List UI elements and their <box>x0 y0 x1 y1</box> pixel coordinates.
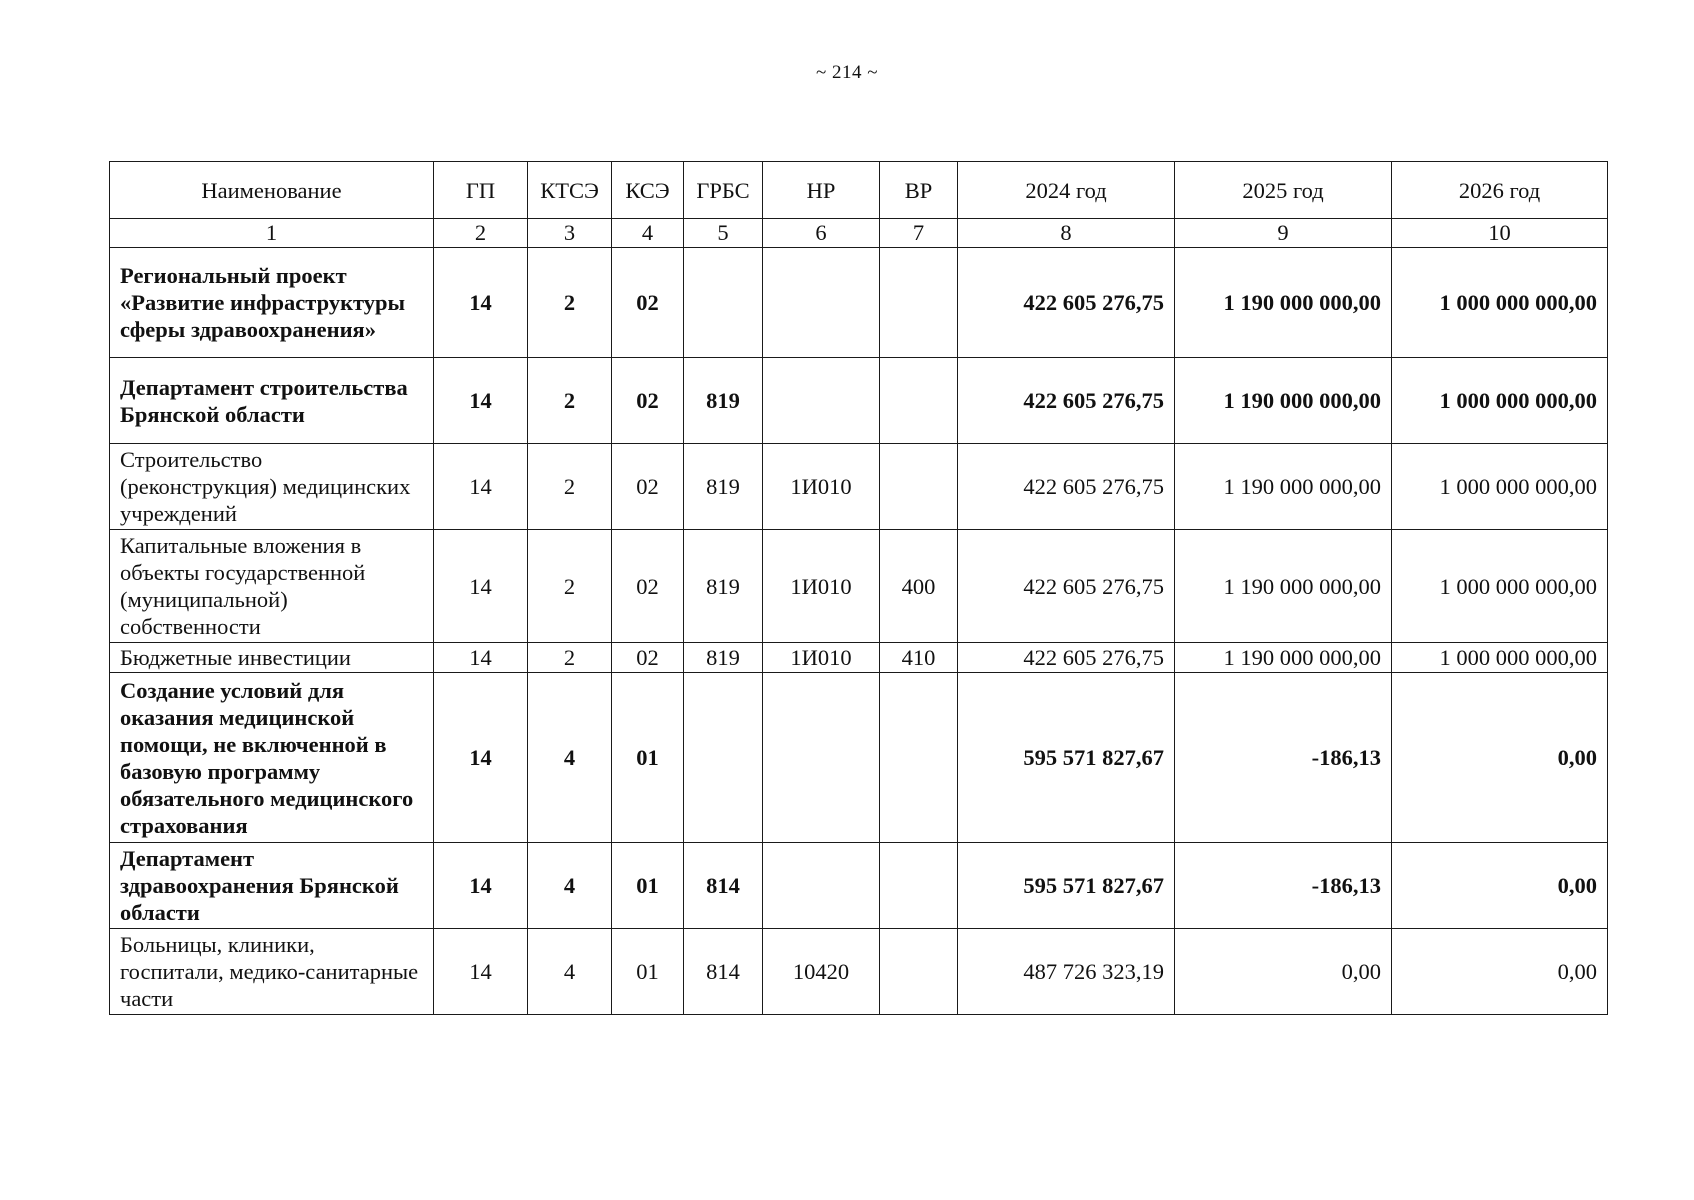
cell-2024: 595 571 827,67 <box>958 843 1175 929</box>
cell-ktse: 2 <box>528 643 612 673</box>
cell-gp: 14 <box>434 929 528 1015</box>
cell-kse: 02 <box>612 530 684 643</box>
row-name: Больницы, клиники, госпитали, медико-санитарные части <box>110 929 434 1015</box>
table-row <box>110 358 1608 444</box>
cell-nr <box>763 248 880 358</box>
page-number: ~ 214 ~ <box>815 62 879 83</box>
cell-gp: 14 <box>434 843 528 929</box>
cell-2026: 1 000 000 000,00 <box>1392 530 1608 643</box>
cell-vr <box>880 248 958 358</box>
table-header-row <box>110 162 1608 219</box>
cell-vr <box>880 358 958 444</box>
cell-2026: 0,00 <box>1392 673 1608 843</box>
cell-grbs <box>684 248 763 358</box>
cell-nr: 10420 <box>763 929 880 1015</box>
cell-2025: 1 190 000 000,00 <box>1175 444 1392 530</box>
header-vr: ВР <box>880 162 958 219</box>
cell-grbs <box>684 673 763 843</box>
row-name: Департамент здравоохранения Брянской области <box>110 843 434 929</box>
cell-nr: 1И010 <box>763 444 880 530</box>
cell-gp: 14 <box>434 643 528 673</box>
budget-table <box>109 161 1608 1015</box>
cell-ktse: 4 <box>528 843 612 929</box>
table-row <box>110 530 1608 643</box>
column-number: 6 <box>763 219 880 248</box>
column-number: 3 <box>528 219 612 248</box>
cell-gp: 14 <box>434 530 528 643</box>
cell-2024: 422 605 276,75 <box>958 444 1175 530</box>
cell-2024: 422 605 276,75 <box>958 248 1175 358</box>
cell-grbs: 819 <box>684 643 763 673</box>
cell-grbs: 819 <box>684 358 763 444</box>
cell-vr: 410 <box>880 643 958 673</box>
cell-2025: 1 190 000 000,00 <box>1175 643 1392 673</box>
row-name: Региональный проект «Развитие инфраструктуры сферы здравоохранения» <box>110 248 434 358</box>
table-row <box>110 444 1608 530</box>
header-grbs: ГРБС <box>684 162 763 219</box>
cell-2024: 422 605 276,75 <box>958 643 1175 673</box>
cell-vr <box>880 673 958 843</box>
header-gp: ГП <box>434 162 528 219</box>
table-row <box>110 929 1608 1015</box>
cell-2025: -186,13 <box>1175 843 1392 929</box>
cell-ktse: 2 <box>528 358 612 444</box>
cell-nr <box>763 673 880 843</box>
column-number-row <box>110 219 1608 248</box>
cell-2026: 1 000 000 000,00 <box>1392 643 1608 673</box>
table-row <box>110 248 1608 358</box>
cell-2026: 0,00 <box>1392 929 1608 1015</box>
column-number: 10 <box>1392 219 1608 248</box>
header-2024: 2024 год <box>958 162 1175 219</box>
cell-kse: 02 <box>612 358 684 444</box>
cell-kse: 02 <box>612 444 684 530</box>
header-name: Наименование <box>110 162 434 219</box>
cell-2026: 1 000 000 000,00 <box>1392 248 1608 358</box>
header-nr: НР <box>763 162 880 219</box>
cell-nr: 1И010 <box>763 530 880 643</box>
cell-nr: 1И010 <box>763 643 880 673</box>
cell-kse: 01 <box>612 843 684 929</box>
column-number: 7 <box>880 219 958 248</box>
cell-nr <box>763 843 880 929</box>
cell-ktse: 4 <box>528 673 612 843</box>
header-2026: 2026 год <box>1392 162 1608 219</box>
cell-2024: 422 605 276,75 <box>958 530 1175 643</box>
cell-2024: 422 605 276,75 <box>958 358 1175 444</box>
cell-kse: 01 <box>612 673 684 843</box>
cell-kse: 02 <box>612 248 684 358</box>
cell-grbs: 819 <box>684 444 763 530</box>
cell-2025: 1 190 000 000,00 <box>1175 358 1392 444</box>
cell-kse: 02 <box>612 643 684 673</box>
cell-vr <box>880 929 958 1015</box>
cell-2025: 1 190 000 000,00 <box>1175 248 1392 358</box>
column-number: 9 <box>1175 219 1392 248</box>
cell-grbs: 819 <box>684 530 763 643</box>
table-row <box>110 843 1608 929</box>
cell-gp: 14 <box>434 358 528 444</box>
column-number: 4 <box>612 219 684 248</box>
row-name: Строительство (реконструкция) медицинских учреждений <box>110 444 434 530</box>
cell-2026: 1 000 000 000,00 <box>1392 358 1608 444</box>
cell-kse: 01 <box>612 929 684 1015</box>
header-kse: КСЭ <box>612 162 684 219</box>
cell-gp: 14 <box>434 248 528 358</box>
column-number: 5 <box>684 219 763 248</box>
cell-grbs: 814 <box>684 929 763 1015</box>
cell-2026: 0,00 <box>1392 843 1608 929</box>
row-name: Бюджетные инвестиции <box>110 643 434 673</box>
cell-2025: 1 190 000 000,00 <box>1175 530 1392 643</box>
cell-2025: 0,00 <box>1175 929 1392 1015</box>
cell-2024: 595 571 827,67 <box>958 673 1175 843</box>
cell-ktse: 4 <box>528 929 612 1015</box>
cell-grbs: 814 <box>684 843 763 929</box>
table-row <box>110 673 1608 843</box>
row-name: Департамент строительства Брянской области <box>110 358 434 444</box>
cell-nr <box>763 358 880 444</box>
cell-ktse: 2 <box>528 444 612 530</box>
cell-ktse: 2 <box>528 248 612 358</box>
cell-vr <box>880 444 958 530</box>
cell-gp: 14 <box>434 673 528 843</box>
cell-gp: 14 <box>434 444 528 530</box>
column-number: 1 <box>110 219 434 248</box>
column-number: 8 <box>958 219 1175 248</box>
cell-ktse: 2 <box>528 530 612 643</box>
cell-2024: 487 726 323,19 <box>958 929 1175 1015</box>
cell-2025: -186,13 <box>1175 673 1392 843</box>
header-2025: 2025 год <box>1175 162 1392 219</box>
row-name: Капитальные вложения в объекты государственной (муниципальной) собственности <box>110 530 434 643</box>
cell-vr <box>880 843 958 929</box>
cell-2026: 1 000 000 000,00 <box>1392 444 1608 530</box>
row-name: Создание условий для оказания медицинской помощи, не включенной в базовую программу обязательного медицинского страхования <box>110 673 434 843</box>
header-ktse: КТСЭ <box>528 162 612 219</box>
table-row <box>110 643 1608 673</box>
cell-vr: 400 <box>880 530 958 643</box>
column-number: 2 <box>434 219 528 248</box>
